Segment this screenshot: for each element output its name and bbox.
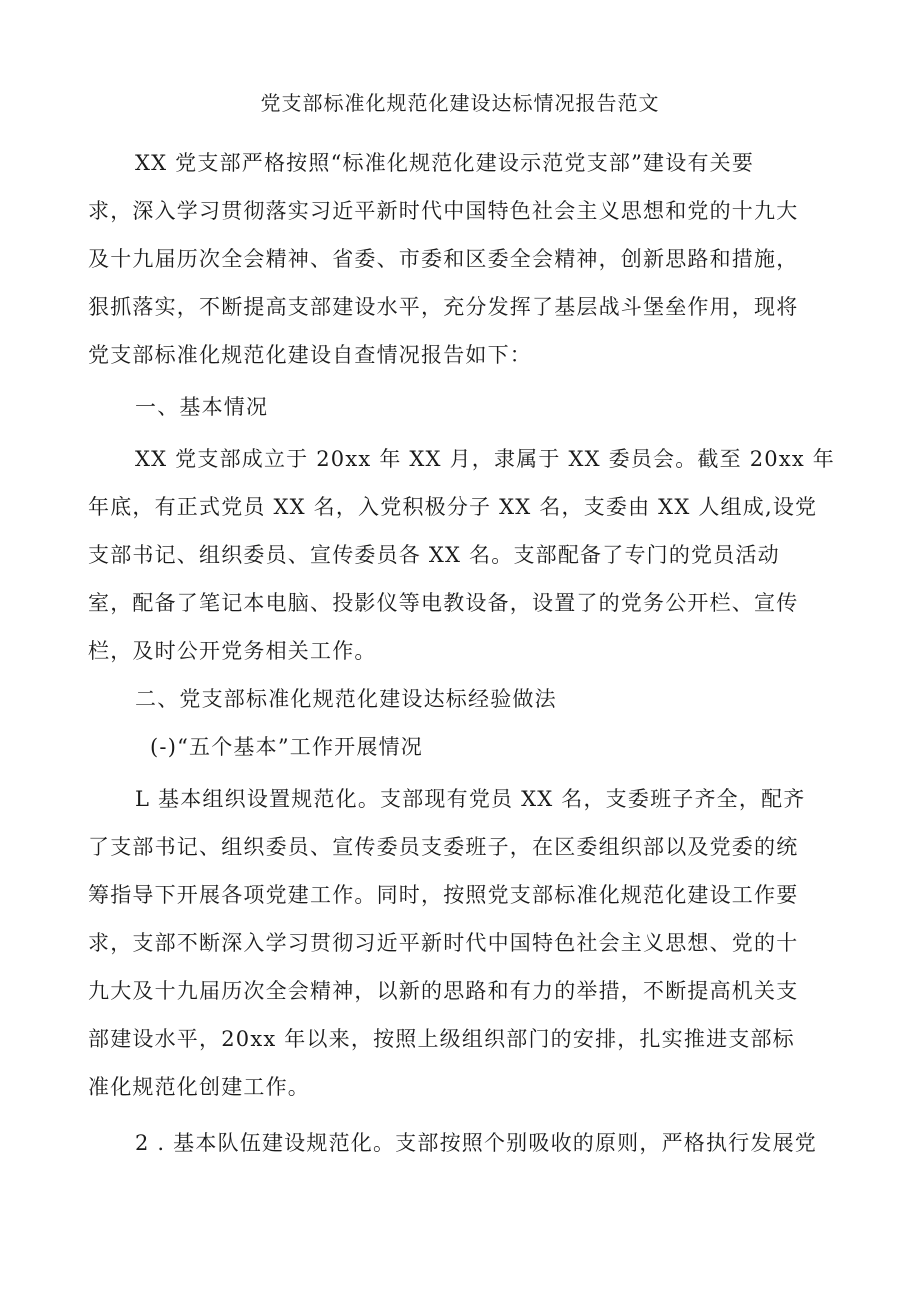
paragraph-line: 室，配备了笔记本电脑、投影仪等电教设备，设置了的党务公开栏、宣传	[88, 591, 799, 615]
paragraph-line: 部建设水平，20xx 年以来，按照上级组织部门的安排，扎实推进支部标	[88, 1027, 795, 1051]
paragraph-line: 了支部书记、组织委员、宣传委员支委班子，在区委组织部以及党委的统	[88, 835, 799, 859]
paragraph-line: 及十九届历次全会精神、省委、市委和区委全会精神，创新思路和措施，	[88, 247, 799, 271]
paragraph-line: 年底，有正式党员 XX 名，入党积极分子 XX 名，支委由 XX 人组成,设党	[88, 495, 818, 519]
paragraph-line: 求，深入学习贯彻落实习近平新时代中国特色社会主义思想和党的十九大	[88, 199, 799, 223]
paragraph-line: 2 . 基本队伍建设规范化。支部按照个别吸收的原则，严格执行发展党	[135, 1131, 817, 1155]
section-heading: 一、基本情况	[135, 395, 269, 419]
paragraph-line: 九大及十九届历次全会精神，以新的思路和有力的举措，不断提高机关支	[88, 979, 799, 1003]
paragraph-line: 栏，及时公开党务相关工作。	[88, 639, 377, 663]
document-title: 党支部标准化规范化建设达标情况报告范文	[260, 91, 660, 115]
section-heading: 二、党支部标准化规范化建设达标经验做法	[135, 687, 557, 711]
paragraph-line: 筹指导下开展各项党建工作。同时，按照党支部标准化规范化建设工作要	[88, 883, 799, 907]
paragraph-line: 支部书记、组织委员、宣传委员各 XX 名。支部配备了专门的党员活动	[88, 543, 780, 567]
subsection-heading: (-)“五个基本”工作开展情况	[150, 735, 423, 759]
paragraph-line: 狠抓落实，不断提高支部建设水平，充分发挥了基层战斗堡垒作用，现将	[88, 295, 799, 319]
paragraph-line: 准化规范化创建工作。	[88, 1075, 310, 1099]
paragraph-line: 求，支部不断深入学习贯彻习近平新时代中国特色社会主义思想、党的十	[88, 931, 799, 955]
paragraph-line: L 基本组织设置规范化。支部现有党员 XX 名，支委班子齐全，配齐	[135, 787, 806, 811]
paragraph-line: 党支部标准化规范化建设自查情况报告如下：	[88, 343, 532, 367]
paragraph-line: XX 党支部成立于 20xx 年 XX 月，隶属于 XX 委员会。截至 20xx 年	[135, 447, 835, 471]
paragraph-line: XX 党支部严格按照“标准化规范化建设示范党支部”建设有关要	[135, 151, 755, 175]
